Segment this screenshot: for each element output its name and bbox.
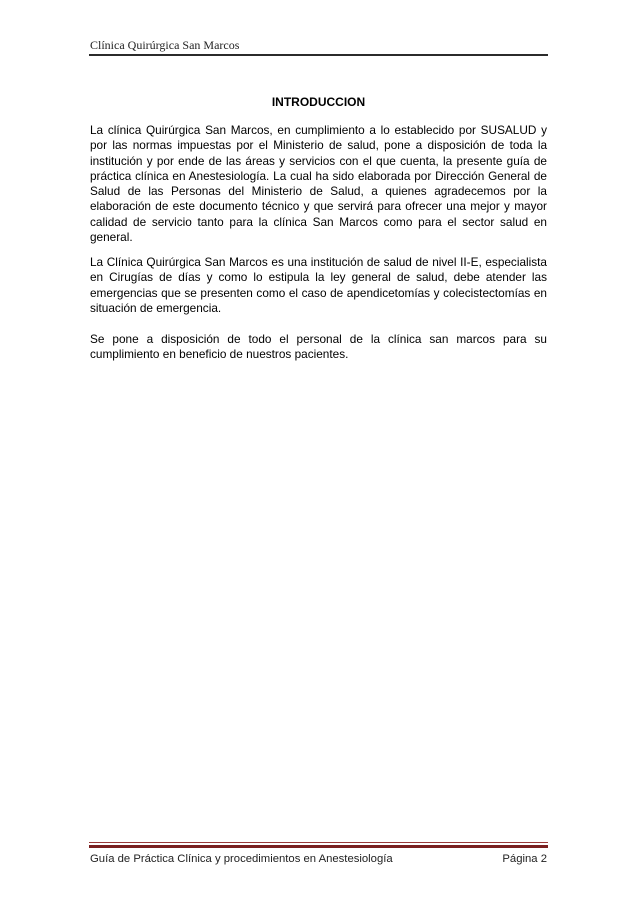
footer-divider-thin [89,842,548,843]
footer-divider-thick [89,845,548,848]
paragraph-availability: Se pone a disposición de todo el personal de la clínica san marcos para su cumplimiento en beneficio de nuestros pacientes. [90,332,547,362]
header-divider [89,54,548,56]
page-number: Página 2 [502,853,547,865]
header-title: Clínica Quirúrgica San Marcos [90,38,240,52]
paragraph-introduction: La clínica Quirúrgica San Marcos, en cumplimiento a lo establecido por SUSALUD y por las normas impuestas por el Ministerio de salud, pone a disposición de toda la institución y por ende de las áreas y servicios con el que cuenta, la presente guía de práctica clínica en Anestesiología. La cual ha sido elaborada por Dirección General de Salud de las Personas del Ministerio de Salud, a quienes agradecemos por la elaboración de este documento técnico y que servirá para ofrecer una mejor y mayor calidad de servicio tanto para la clínica San Marcos como para el sector salud en general. [90,123,547,245]
section-heading: INTRODUCCION [271,95,366,109]
footer-document-title: Guía de Práctica Clínica y procedimientos en Anestesiología [90,853,393,865]
paragraph-institution: La Clínica Quirúrgica San Marcos es una institución de salud de nivel II-E, especialista en Cirugías de días y como lo estipula la ley general de salud, debe atender las emergencias que se presenten como el caso de apendicetomías y colecistectomías en situación de emergencia. [90,255,547,315]
